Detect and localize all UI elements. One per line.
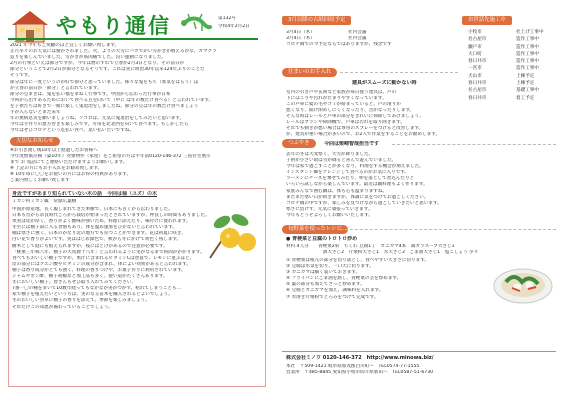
recipe-heading: 旬野菜を使ったレシピ [282,225,348,234]
header-rule [8,38,258,40]
footer-rule [282,351,556,352]
shops-list: 小牧市 社上げ工事中 名古屋市 造作工事中 瀬戸市 造作工事中 大口町 造作工事中 春日井市 造作工事中 一宮市 造作工事中 犬山市 上棟予定 春日井市 上棟予定 名古屋市 基礎工事中 春日井市 着工予定 [468,30,544,101]
news-text: ※お引き渡し後10年以上経過したお客様へ 今年度無償点検（築10年）対象物件（家屋）をご希望の方は半年前0120-146-372 三島住宅展示 まで お 電話にてご連絡いただけますようお願いします。 ※ 上記の方にもお手入れをお勧め致します。 ※ 10年毎に〇〇をお使いの方にはお得の特典があります。 ご案内致しくお願い致します [10,148,211,184]
gecko-icon [180,10,212,36]
tips-text-wide: そんな時はレールと戸車の部分をきれいに掃除してあげましょう。 レールはブラシや掃除機で、戸車は汚れを取り除きます。 それでも動きが悪い場合は専用のスプレーをつけると改善します。 が、建具が重い場合が多いので、お2人で作業をすることをお勧めします。 [286,114,441,138]
issue-number: 第132号 [218,16,236,21]
tips-subheading: 建具がスムーズに動かない時 [352,80,417,86]
essay-subheading: ミカン科ミカン属 常緑広葉樹 [12,199,77,204]
events-row: 3月4日（木） 社内会議 [286,30,367,35]
events-table [286,30,456,48]
tips-heading: 住まいのお手入れ [282,68,337,77]
tsubuyaki-heading: つぶやき [282,139,316,148]
shops-heading: お世話先施工中 [462,16,512,25]
page-title: やもり通信 [56,14,171,38]
events-row: 3月4日（木） 社内会議 [286,36,367,42]
intro-text: 2021 年今年もご愛顧のほど宜しくお願い致します。 正月早々のお天気には驚かされました。火、よりの大雪にバカでかい雪かきが増えるかな、カマクラ 造りを楽しんでいました。雪かきが筋肉痛でした。良い運動になりました。 2月の行事といえば節分ですが、今年は暦のずれで立春が2月3日となり、その前日が 節分ということで2月2日が節分となるそうです。これは実に明治30年以来124年ぶりのことだ そうです。 節分は年に一度というのが好で節分と思っていました。様々な鬼をもち（邪気をはらう）ほ か立春の前日が「節分」と言われています。 節分の豆まきは、鬼を払い福をまねく行事です。中国から伝わった行事が日本 今回から出ずあるためにおいて食べる豆を向いて（中に は年の数だけ食べる）と言われています。 を子供たちは好きで一緒に楽しく鬼退治をしましたね。節分の豆は年の数だけ食べましょう 手が入らないとまた来年 年の無病息災を願いましょうね。ソコロは、元気に鬼退治をしてみたいと思います。 今年は手作りの恵方巻きも楽しみです。方角を北北西を向いて食べます。もしかしたら 今年はぜひコロナという厄払い食べ、追い払いたいですね。 [10,43,217,134]
news-divider [68,141,264,142]
tsubuyaki-text: 去年の冬は大変寒く、大雪が降りました。 子供が小さい頃は雪が降ると喜んで遊んでいました。 今年は家で過ごすことが多くなり、料理をする機会が増えました。 インスタント麺をアレンジして食べるのがお気に入りです。 ラーメンにチーズを乗せてみたり、卵を落として煮込んだりと いろいろ試しながら楽しんでいます。最近は鍋料理もよく作ります。 家族みんなで囲む鍋は、体も心も温まりますね。 まだまだ寒い日が続きますが、体調に気をつけてお過ごしください。 コロナ禍の中ですが、楽しみを見つけながら過ごしていきたいと思います。 寒さに負けず、元気に頑張っていきます。 今年もどうぞよろしくお願いいたします。 [286,152,442,218]
events-heading: 3月以降の古紙回収予定 [282,16,351,25]
recipe-divider [340,229,556,230]
footer-company: 株式会社ミノワ 0120-146-372 http://www.minowa.biz/ [286,355,434,361]
issue-date: 令和4年2月2日 [218,24,250,29]
tips-text: 室内の引き戸や玄関など家族が毎日使う建具は、戸の 下にほこりや汚れがたまりやすくなっています。 この戸車に髪の毛やゴミが絡まっていると、戸の滑りが 悪くなり、開け閉めしにくくなったり、音がなったりします。 [286,90,415,114]
footer-offices: 本社 〒509-1421 岐阜県加茂郡白川町～ TEL0574-77-1555 営業所 〒485-8845 愛知県小牧市間々原新田～ TEL0587-51-6730 [286,364,434,376]
tsubuyaki-divider [392,144,556,145]
recipe-steps: ① 青梗菜は根元の部分を切り落とし、食べやすい大きさに切ります。 ② 豆腐は水気を切り、一口大に切ります。 ③ カニカマは細く裂いておきます。 ④ フライパンにごま油を熱し、青梗菜の茎を炒めます。 ⑤ 葉の部分も加えてさっと炒めます。 ⑥ 豆腐とカニカマを加え、調味料を入れます。 ⑦ 水溶き片栗粉でとろみをつけて完成です。 [286,258,430,300]
events-note: コロナ禍での今予定ならではありますが、残念です [286,42,392,48]
essay-text: 中国が原産地。長く親しまれてきた果樹で、日本にも古くから伝わりました。 日本も昔から奈良時代ごろから栽培が始まったとされていますが、仲良しの時間もありました。 果実は皮が厚く、香りがよく酸味が強いため、料理に添えたり、味付けに使われます。 冬至には柚子湯に入る習慣もあり、体を温め風邪をひかないと言われています。 柚は寒さに強く、日本のかなり北の地方でも育つことができます。花は初夏に咲き、 白い花で香りがよいです。実ははじめ緑色で、秋から冬にかけて黄色く熟します。 樹木として庭にも植えられますが、枝にはとげがあるので注意が必要です。 「桃栗三年柿八年、柚子の大馬鹿十八年」と言われるように実がなるまで時間がかかります。 食べてもおいしい柚子ですが、果汁に含まれるビタミンCは豊富で、レモンに並ぶほど。 皮の部分にはクエン酸やビタミンの成分が含まれ、体によい効果があると言われます。 柚子は香り成分がとても強く、料理の香りづけや、お菓子作りに利用されています。 ジャムやポン酢、柚子胡椒など加工品も多く、使い道がたくさんあります。 冬においしい柚子。皆さんもぜひ取り入れてみてください。 7番一〇の種をまいて10数年経ってもなかなか実がつかず、枯れてしまうことも… 家で柚子を植えたいという方は、実のなる苗木を購入されるとよいでしょう。 冬のおいしい食卓に柚子の香りを添えて、季節を楽しみましょう。 それだけこの知恵が備わっていることでしょう。 [12,207,210,310]
yuzu-illustration [200,208,260,260]
recipe-ingredients: 材料 4人分 青梗菜2束 ちくわ 豆腐1丁 カニカマ4本 鶏ガラスープ大さじ1 酒大さじ2 片栗粉大さじ1 水大さじ2 ごま油大さじ1 塩こしょう 少々 [286,244,479,256]
essay-heading: 身近ですがあまり知られていない木の話 今回は柚（ユズ）の木 [12,191,158,197]
tips-divider [340,72,458,73]
news-heading: 大切なお知らせ [10,137,60,146]
recipe-photo [492,258,554,306]
tsubuyaki-subheading: 今回は柴崎智哉担当です [324,141,380,147]
recipe-title: ● 青梗菜と豆腐のトロトロ炒め [286,236,358,242]
